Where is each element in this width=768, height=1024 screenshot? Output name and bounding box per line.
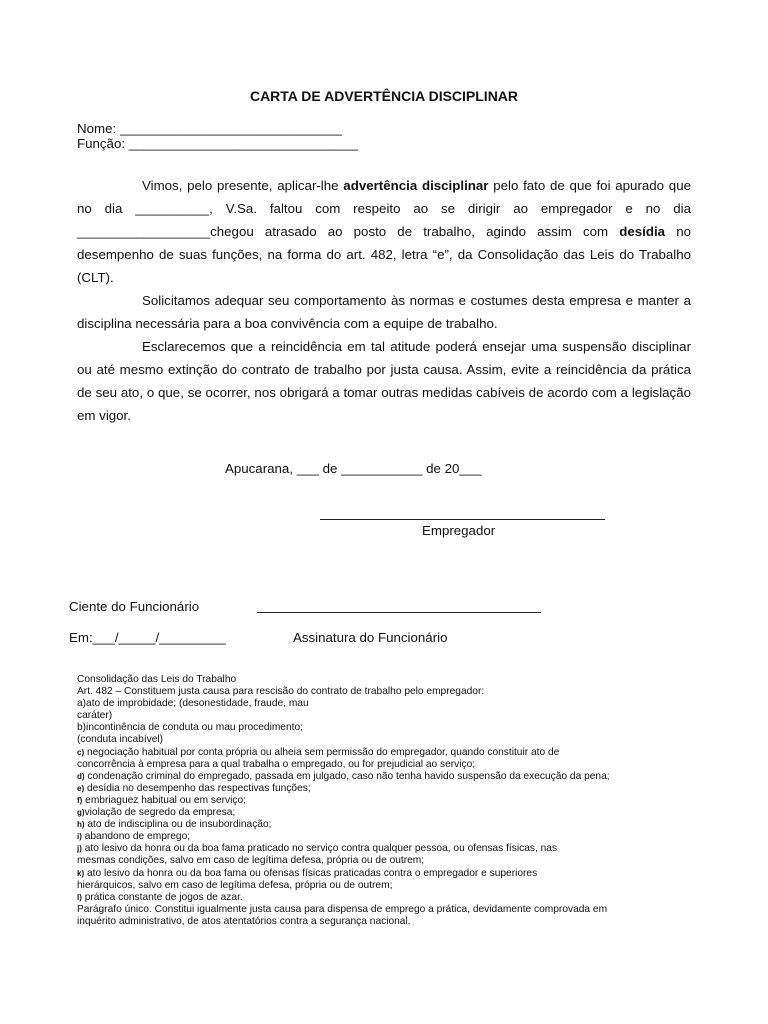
note-h-letter: h) [77, 820, 85, 830]
note-c-letter: c) [77, 747, 85, 757]
note-l [77, 892, 697, 904]
employer-signature-line [320, 519, 605, 520]
page-title: CARTA DE ADVERTÊNCIA DISCIPLINAR [249, 88, 519, 104]
letter-body [77, 174, 691, 427]
note-i-letter: i) [77, 832, 82, 842]
em-date-field: Em:___/_____/_________ [69, 630, 226, 645]
p1-text-e: no desempenho de suas funções, na forma do art. 482, letra “e”, da Consolidação das Leis do Trabalho (CLT). [77, 224, 691, 285]
note-k-cont: hierárquicos, salvo em caso de legítima defesa, própria ou de outrem; [77, 879, 393, 891]
note-c-cont: concorrência à empresa para a qual trabalha o empregado, ou for prejudicial ao serviço; [77, 758, 476, 770]
note-l-letter: l) [77, 892, 82, 902]
note-f-text: embriaguez habitual ou em serviço; [82, 794, 246, 806]
note-g-text: violação de segredo da empresa; [84, 807, 236, 819]
note-i [77, 831, 697, 843]
note-h-text: ato de indisciplina ou de insubordinação; [84, 819, 272, 831]
note-paragrafo: Parágrafo único. Constitui igualmente justa causa para dispensa de emprego a prática, devidamente comprovada em [77, 903, 608, 915]
date-line: Apucarana, ___ de ___________ de 20___ [225, 461, 482, 476]
p1-text-c: pelo fato de que foi apurado que no dia __________, V.Sa. faltou com respeito ao se dirigir ao empregador e no dia __________________chegou atrasado ao posto de trabalho, agindo assim com [77, 178, 691, 239]
note-k [77, 868, 697, 880]
employer-label: Empregador [422, 523, 496, 538]
nome-field: Nome: ______________________________ [77, 121, 342, 136]
note-k-text: ato lesivo da honra ou da boa fama ou ofensas físicas praticadas contra o empregador e superiores [84, 867, 538, 879]
note-e [77, 783, 697, 795]
note-j-text: ato lesivo da honra ou da boa fama praticado no serviço contra qualquer pessoa, ou ofensas físicas, nas [81, 843, 558, 855]
note-l-text: prática constante de jogos de azar. [81, 891, 243, 903]
notes-header: Consolidação das Leis do Trabalho [77, 674, 237, 685]
note-e-text: desídia no desempenho das respectivas funções; [84, 782, 311, 794]
p1-text-a: Vimos, pelo presente, aplicar-lhe [142, 178, 344, 193]
note-g [77, 807, 697, 819]
note-g-letter: g) [77, 808, 85, 818]
employee-signature-line [257, 612, 541, 613]
note-j-letter: j) [77, 844, 82, 854]
note-k-letter: k) [77, 868, 85, 878]
note-b-cont: (conduta incabível) [77, 734, 164, 746]
note-paragrafo-cont: inquérito administrativo, de atos atentatórios contra a segurança nacional. [77, 915, 411, 927]
note-a-cont: caráter) [77, 710, 113, 722]
paragraph-2: Solicitamos adequar seu comportamento às normas e costumes desta empresa e manter a disciplina necessária para a boa convivência com a equipe de trabalho. [77, 293, 691, 331]
funcao-field: Função: _______________________________ [77, 136, 358, 151]
p1-bold-advertencia: advertência disciplinar [343, 178, 489, 193]
note-f [77, 795, 697, 807]
notes-article: Art. 482 – Constituem justa causa para rescisão do contrato de trabalho pelo empregador: [77, 686, 485, 698]
note-f-letter: f) [77, 795, 83, 805]
assinatura-label: Assinatura do Funcionário [293, 630, 448, 645]
note-c [77, 747, 697, 759]
note-h [77, 819, 697, 831]
p1-bold-desidia: desídia [619, 224, 666, 239]
note-e-letter: e) [77, 783, 85, 793]
clt-notes [77, 674, 697, 928]
note-j-cont: mesmas condições, salvo em caso de legítima defesa, própria ou de outrem; [77, 855, 425, 867]
note-d-letter: d) [77, 771, 85, 781]
note-i-text: abandono de emprego; [81, 831, 191, 843]
note-b: b)incontinência de conduta ou mau procedimento; [77, 722, 303, 734]
note-j [77, 843, 697, 855]
note-d [77, 771, 697, 783]
paragraph-1 [77, 174, 691, 289]
note-a: a)ato de improbidade; (desonestidade, fraude, mau [77, 698, 309, 710]
paragraph-3: Esclarecemos que a reincidência em tal atitude poderá ensejar uma suspensão disciplinar ou até mesmo extinção do contrato de trabalho por justa causa. Assim, evite a reincidência da prática de seu ato, o que, se ocorrer, nos obrigará a tomar outras medidas cabíveis de acordo com a legislação em vigor. [77, 339, 691, 423]
note-d-text: condenação criminal do empregado, passada em julgado, caso não tenha havido suspensão da execução da pena; [84, 770, 610, 782]
ciente-label: Ciente do Funcionário [69, 599, 200, 614]
note-c-text: negociação habitual por conta própria ou alheia sem permissão do empregador, quando constituir ato de [84, 746, 560, 758]
